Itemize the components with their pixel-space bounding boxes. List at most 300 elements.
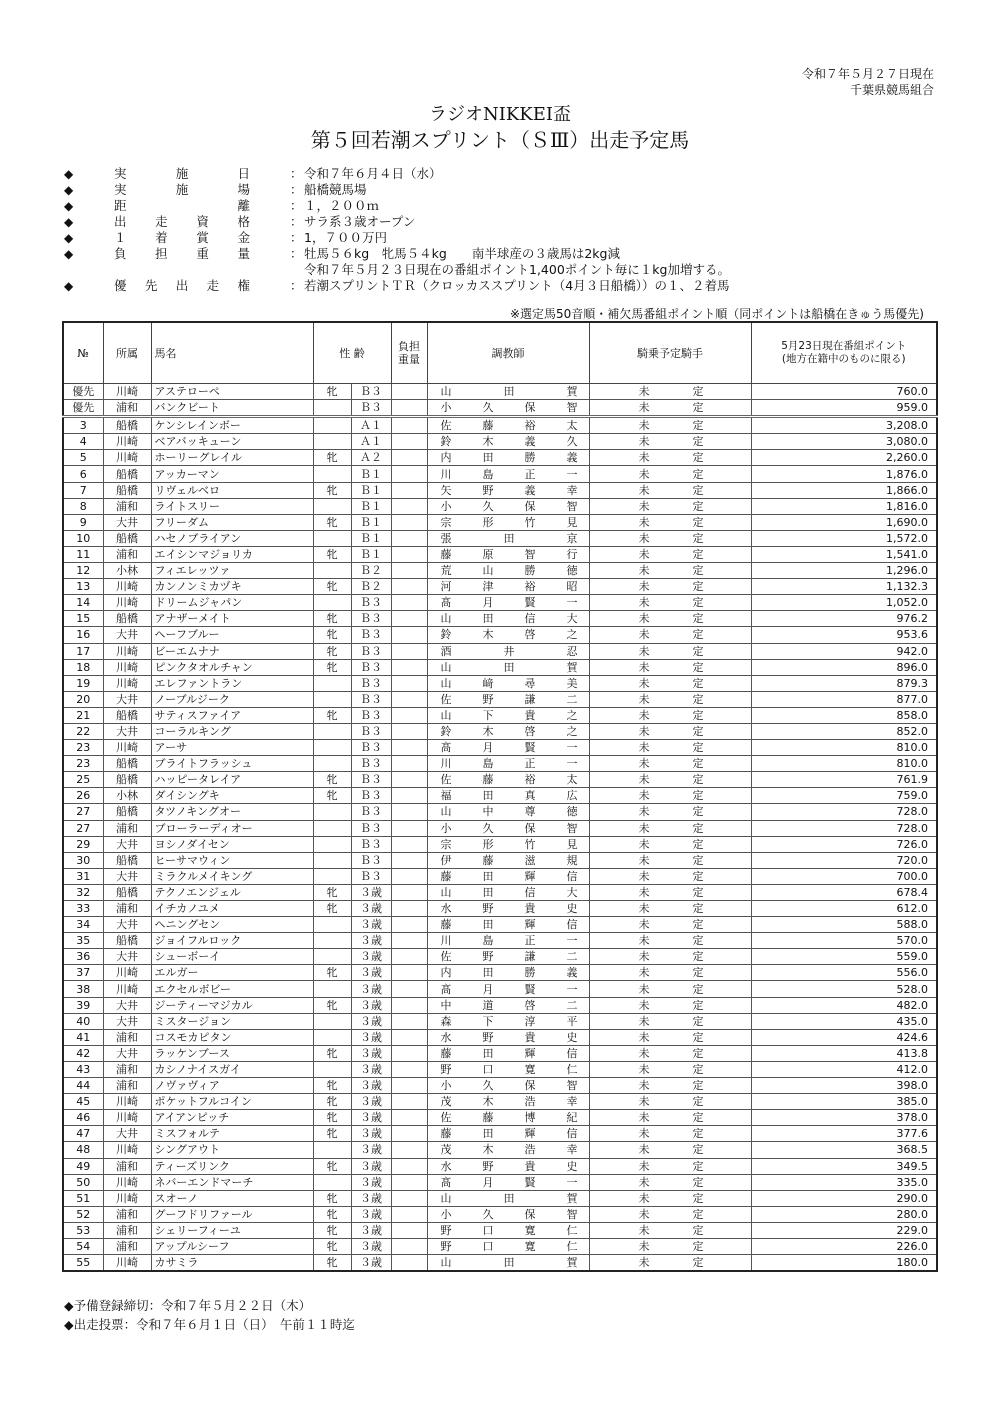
cell-affiliation: 小林 [103, 788, 151, 804]
trainer-char: 山 [440, 885, 452, 899]
cell-sex: 牝 [313, 772, 351, 788]
cell-class: Ｂ３ [351, 400, 391, 417]
cell-points: 1,690.0 [751, 514, 937, 530]
cell-affiliation: 船橋 [103, 852, 151, 868]
condition-label-char: 離 [237, 198, 250, 213]
condition-label-char: 賞 [196, 230, 209, 245]
cell-class: Ｂ１ [351, 466, 391, 482]
trainer-char: 貴 [524, 708, 536, 722]
table-row [63, 868, 937, 884]
trainer-char: 寛 [524, 1223, 536, 1237]
cell-trainer [427, 997, 589, 1013]
trainer-char: 鈴 [440, 725, 452, 739]
table-row [63, 498, 937, 514]
trainer-char: 山 [440, 805, 452, 819]
cell-no: 29 [63, 836, 103, 852]
cell-jockey [589, 482, 751, 498]
trainer-char: 小 [440, 499, 452, 513]
jockey-char: 未 [638, 467, 650, 481]
trainer-char: 謙 [524, 692, 536, 706]
cell-sex [313, 1013, 351, 1029]
cell-sex [313, 498, 351, 514]
cell-class: ３歳 [351, 933, 391, 949]
jockey-char: 未 [638, 741, 650, 755]
trainer-char: 徳 [566, 564, 578, 578]
jockey-char: 定 [692, 531, 704, 545]
jockey-char: 未 [638, 451, 650, 465]
jockey-char: 定 [692, 660, 704, 674]
condition-label-char: 走 [206, 278, 220, 293]
condition-label [100, 182, 290, 198]
table-row [63, 1238, 937, 1254]
trainer-char: 竹 [524, 515, 536, 529]
cell-sex [313, 917, 351, 933]
cell-no: 3 [63, 417, 103, 434]
trainer-char: 道 [482, 998, 494, 1012]
trainer-char: 津 [482, 580, 494, 594]
jockey-char: 定 [692, 676, 704, 690]
cell-trainer [427, 933, 589, 949]
trainer-char: 一 [566, 1175, 578, 1189]
jockey-char: 定 [692, 998, 704, 1012]
cell-class: Ｂ３ [351, 643, 391, 659]
trainer-char: 大 [566, 612, 578, 626]
cell-jockey [589, 1255, 751, 1272]
trainer-char: 小 [440, 821, 452, 835]
trainer-char: 美 [566, 676, 578, 690]
trainer-char: 形 [482, 515, 494, 529]
cell-horse-name: エクセルボビー [151, 981, 313, 997]
jockey-char: 定 [692, 467, 704, 481]
entry-vote-deadline: ◆出走投票：令和７年６月１日（日） 午前１１時迄 [64, 1317, 355, 1332]
cell-horse-name: フィエレッツァ [151, 563, 313, 579]
cell-jockey [589, 740, 751, 756]
trainer-char: 紀 [566, 1111, 578, 1125]
cell-class: ３歳 [351, 1045, 391, 1061]
trainer-char: 信 [566, 918, 578, 932]
condition-label-char: 走 [155, 214, 168, 229]
table-row [63, 514, 937, 530]
trainer-char: 木 [482, 628, 494, 642]
trainer-char: 水 [440, 902, 452, 916]
cell-class: Ｂ３ [351, 691, 391, 707]
trainer-char: 山 [440, 1191, 452, 1205]
cell-jockey [589, 579, 751, 595]
condition-value: サラ系３歳オープン [304, 214, 416, 229]
jockey-char: 未 [638, 1046, 650, 1060]
jockey-char: 定 [692, 547, 704, 561]
cell-weight [391, 482, 427, 498]
trainer-char: 徳 [566, 805, 578, 819]
trainer-char: 佐 [440, 419, 452, 433]
cell-horse-name: ビーエムナナ [151, 643, 313, 659]
table-row [63, 1158, 937, 1174]
trainer-char: 信 [566, 869, 578, 883]
jockey-char: 定 [692, 1223, 704, 1237]
cell-weight [391, 1061, 427, 1077]
trainer-char: 一 [566, 982, 578, 996]
trainer-char: 輝 [524, 918, 536, 932]
cell-class: Ｂ３ [351, 804, 391, 820]
jockey-char: 定 [692, 1095, 704, 1109]
cell-jockey [589, 1206, 751, 1222]
cell-weight [391, 691, 427, 707]
cell-trainer [427, 1206, 589, 1222]
trainer-char: 藤 [440, 1127, 452, 1141]
trainer-char: 福 [440, 789, 452, 803]
jockey-char: 未 [638, 644, 650, 658]
cell-class: ３歳 [351, 1255, 391, 1272]
jockey-char: 未 [638, 853, 650, 867]
trainer-char: 義 [566, 451, 578, 465]
cell-horse-name: ヘーフブルー [151, 627, 313, 643]
cell-affiliation: 川崎 [103, 1110, 151, 1126]
cell-points: 290.0 [751, 1190, 937, 1206]
trainer-char: 賢 [524, 982, 536, 996]
cell-points: 378.0 [751, 1110, 937, 1126]
cell-points: 700.0 [751, 868, 937, 884]
jockey-char: 未 [638, 1079, 650, 1093]
cell-affiliation: 浦和 [103, 498, 151, 514]
cell-no: 19 [63, 675, 103, 691]
cell-trainer [427, 836, 589, 852]
cell-weight [391, 1094, 427, 1110]
cell-no: 34 [63, 917, 103, 933]
trainer-char: 月 [482, 596, 494, 610]
trainer-char: 賢 [524, 741, 536, 755]
trainer-char: 田 [482, 966, 494, 980]
trainer-char: 原 [482, 547, 494, 561]
trainer-char: 賀 [566, 1191, 578, 1205]
cell-affiliation: 川崎 [103, 1174, 151, 1190]
condition-row [64, 262, 944, 278]
trainer-char: 中 [482, 805, 494, 819]
cell-points: 424.6 [751, 1029, 937, 1045]
cell-horse-name: バンクビート [151, 400, 313, 417]
cell-trainer [427, 579, 589, 595]
trainer-char: 佐 [440, 950, 452, 964]
trainer-char: 藤 [482, 773, 494, 787]
cell-trainer [427, 868, 589, 884]
cell-trainer [427, 1158, 589, 1174]
cell-weight [391, 434, 427, 450]
trainer-char: 仁 [566, 1240, 578, 1254]
trainer-char: 田 [482, 885, 494, 899]
cell-trainer [427, 643, 589, 659]
cell-jockey [589, 675, 751, 691]
entry-table [62, 321, 938, 1272]
jockey-char: 未 [638, 385, 650, 399]
trainer-char: 貴 [524, 902, 536, 916]
cell-jockey [589, 1078, 751, 1094]
cell-horse-name: ヨシノダイセン [151, 836, 313, 852]
trainer-char: 規 [566, 853, 578, 867]
condition-label-char: 格 [237, 214, 250, 229]
cell-sex [313, 740, 351, 756]
cell-affiliation: 川崎 [103, 981, 151, 997]
trainer-char: 山 [440, 660, 452, 674]
cell-affiliation: 川崎 [103, 659, 151, 675]
trainer-char: 田 [482, 612, 494, 626]
table-row [63, 756, 937, 772]
trainer-char: 賀 [566, 385, 578, 399]
cell-trainer [427, 772, 589, 788]
cell-class: Ｂ３ [351, 820, 391, 836]
cell-class: ３歳 [351, 997, 391, 1013]
cell-sex [313, 1029, 351, 1045]
jockey-char: 定 [692, 401, 704, 415]
cell-affiliation: 大井 [103, 627, 151, 643]
cell-points: 1,876.0 [751, 466, 937, 482]
condition-label-char: 金 [237, 230, 250, 245]
cell-jockey [589, 772, 751, 788]
cell-points: 1,816.0 [751, 498, 937, 514]
trainer-char: 藤 [482, 1111, 494, 1125]
cell-no: 14 [63, 595, 103, 611]
trainer-char: 佐 [440, 692, 452, 706]
cell-sex: 牝 [313, 1126, 351, 1142]
cell-points: 398.0 [751, 1078, 937, 1094]
cell-no: 12 [63, 563, 103, 579]
cell-class: ３歳 [351, 1222, 391, 1238]
diamond-bullet-icon: ◆ [64, 199, 74, 213]
condition-value: 牡馬５６kg 牝馬５４kg 南半球産の３歳馬は2kg減 [304, 246, 620, 261]
trainer-char: 久 [482, 821, 494, 835]
trainer-char: 智 [566, 1207, 578, 1221]
cell-horse-name: ダイシングキ [151, 788, 313, 804]
table-row [63, 1222, 937, 1238]
condition-label-char: 実 [114, 182, 127, 197]
cell-horse-name: エルガー [151, 965, 313, 981]
cell-weight [391, 820, 427, 836]
trainer-char: 正 [524, 757, 536, 771]
cell-affiliation: 船橋 [103, 772, 151, 788]
cell-weight [391, 1142, 427, 1158]
cell-affiliation: 小林 [103, 563, 151, 579]
jockey-char: 未 [638, 596, 650, 610]
trainer-char: 田 [482, 1046, 494, 1060]
cell-jockey [589, 611, 751, 627]
cell-weight [391, 723, 427, 739]
cell-weight [391, 450, 427, 466]
cell-horse-name: ライトスリー [151, 498, 313, 514]
trainer-char: 滋 [524, 853, 536, 867]
table-row [63, 659, 937, 675]
cell-weight [391, 1238, 427, 1254]
trainer-char: 史 [566, 1030, 578, 1044]
cell-weight [391, 981, 427, 997]
trainer-char: 下 [482, 1014, 494, 1028]
colon: ： [290, 278, 303, 293]
cell-trainer [427, 756, 589, 772]
jockey-char: 未 [638, 725, 650, 739]
trainer-char: 山 [440, 708, 452, 722]
cell-sex [313, 563, 351, 579]
cell-horse-name: ブローラーディオー [151, 820, 313, 836]
cell-jockey [589, 1045, 751, 1061]
cell-horse-name: アッカーマン [151, 466, 313, 482]
table-row [63, 691, 937, 707]
jockey-char: 定 [692, 419, 704, 433]
jockey-char: 未 [638, 1207, 650, 1221]
jockey-char: 未 [638, 1159, 650, 1173]
cell-no: 54 [63, 1238, 103, 1254]
cell-points: 942.0 [751, 643, 937, 659]
cell-horse-name: グーフドリファール [151, 1206, 313, 1222]
cell-horse-name: ハセノブライアン [151, 530, 313, 546]
trainer-char: 野 [440, 1240, 452, 1254]
jockey-char: 定 [692, 918, 704, 932]
cell-sex: 牝 [313, 514, 351, 530]
cell-affiliation: 川崎 [103, 740, 151, 756]
cell-no: 52 [63, 1206, 103, 1222]
jockey-char: 未 [638, 1240, 650, 1254]
cell-weight [391, 804, 427, 820]
trainer-char: 浩 [524, 1143, 536, 1157]
cell-class: Ｂ１ [351, 482, 391, 498]
cell-no: 32 [63, 884, 103, 900]
trainer-char: 正 [524, 467, 536, 481]
cell-class: Ｂ３ [351, 772, 391, 788]
cell-sex [313, 981, 351, 997]
condition-label-char: 距 [114, 198, 127, 213]
cell-points: 280.0 [751, 1206, 937, 1222]
cell-class: Ｂ３ [351, 707, 391, 723]
trainer-char: 久 [566, 435, 578, 449]
trainer-char: 尊 [524, 805, 536, 819]
cell-jockey [589, 723, 751, 739]
colon: ： [290, 230, 303, 245]
trainer-char: 淳 [524, 1014, 536, 1028]
cell-sex: 牝 [313, 901, 351, 917]
cell-trainer [427, 450, 589, 466]
cell-points: 1,541.0 [751, 546, 937, 562]
table-row [63, 627, 937, 643]
jockey-char: 定 [692, 805, 704, 819]
table-row [63, 1126, 937, 1142]
cell-jockey [589, 836, 751, 852]
cell-trainer [427, 675, 589, 691]
cell-weight [391, 1045, 427, 1061]
table-row [63, 384, 937, 400]
cell-sex: 牝 [313, 1206, 351, 1222]
cell-points: 976.2 [751, 611, 937, 627]
trainer-char: 小 [440, 401, 452, 415]
cell-jockey [589, 1061, 751, 1077]
table-row [63, 1013, 937, 1029]
cell-jockey [589, 1158, 751, 1174]
cell-class: ３歳 [351, 965, 391, 981]
jockey-char: 未 [638, 1256, 650, 1270]
cell-affiliation: 川崎 [103, 1094, 151, 1110]
cell-sex [313, 852, 351, 868]
cell-no: 10 [63, 530, 103, 546]
cell-no: 30 [63, 852, 103, 868]
cell-affiliation: 浦和 [103, 1061, 151, 1077]
trainer-char: 忍 [566, 644, 578, 658]
cell-points: 953.6 [751, 627, 937, 643]
trainer-char: 二 [566, 950, 578, 964]
cell-points: 482.0 [751, 997, 937, 1013]
cell-horse-name: ドリームジャパン [151, 595, 313, 611]
cell-no: 33 [63, 901, 103, 917]
trainer-char: 月 [482, 1175, 494, 1189]
cell-trainer [427, 1094, 589, 1110]
cell-trainer [427, 1255, 589, 1272]
cell-sex: 牝 [313, 965, 351, 981]
trainer-char: 正 [524, 934, 536, 948]
cell-no: 40 [63, 1013, 103, 1029]
cell-weight [391, 1029, 427, 1045]
trainer-char: 張 [440, 531, 452, 545]
trainer-char: 仁 [566, 1223, 578, 1237]
jockey-char: 定 [692, 644, 704, 658]
cell-weight [391, 546, 427, 562]
cell-class: ３歳 [351, 1174, 391, 1190]
trainer-char: 一 [566, 757, 578, 771]
cell-affiliation: 大井 [103, 868, 151, 884]
jockey-char: 定 [692, 692, 704, 706]
cell-weight [391, 868, 427, 884]
jockey-char: 未 [638, 419, 650, 433]
trainer-char: 野 [482, 692, 494, 706]
table-row [63, 836, 937, 852]
cell-no: 25 [63, 772, 103, 788]
cell-affiliation: 川崎 [103, 579, 151, 595]
jockey-char: 定 [692, 1143, 704, 1157]
diamond-bullet-icon: ◆ [64, 167, 74, 181]
cell-class: Ｂ３ [351, 852, 391, 868]
trainer-char: 勝 [524, 564, 536, 578]
cell-class: ３歳 [351, 917, 391, 933]
table-row [63, 707, 937, 723]
cell-jockey [589, 804, 751, 820]
cell-trainer [427, 482, 589, 498]
jockey-char: 定 [692, 1014, 704, 1028]
cell-horse-name: ヒーサマウィン [151, 852, 313, 868]
cell-jockey [589, 1029, 751, 1045]
cell-affiliation: 船橋 [103, 482, 151, 498]
cell-horse-name: シングアウト [151, 1142, 313, 1158]
diamond-bullet-icon: ◆ [64, 279, 74, 293]
trainer-char: 内 [440, 966, 452, 980]
cell-points: 349.5 [751, 1158, 937, 1174]
cell-class: Ｂ３ [351, 788, 391, 804]
trainer-char: 木 [482, 1143, 494, 1157]
condition-label-char: 先 [144, 278, 158, 293]
trainer-char: 﨑 [482, 676, 494, 690]
cell-horse-name: ノヴァヴィア [151, 1078, 313, 1094]
cell-sex [313, 1174, 351, 1190]
cell-points: 852.0 [751, 723, 937, 739]
cell-weight [391, 417, 427, 434]
table-row [63, 949, 937, 965]
trainer-char: 啓 [524, 998, 536, 1012]
cell-class: Ｂ１ [351, 498, 391, 514]
trainer-char: 裕 [524, 419, 536, 433]
cell-weight [391, 1013, 427, 1029]
jockey-char: 定 [692, 1062, 704, 1076]
trainer-char: 見 [566, 515, 578, 529]
cell-trainer [427, 691, 589, 707]
jockey-char: 未 [638, 966, 650, 980]
cell-sex: 牝 [313, 1222, 351, 1238]
cell-weight [391, 1126, 427, 1142]
jockey-char: 未 [638, 1127, 650, 1141]
cell-jockey [589, 1190, 751, 1206]
cell-jockey [589, 1222, 751, 1238]
cell-horse-name: エレファントラン [151, 675, 313, 691]
